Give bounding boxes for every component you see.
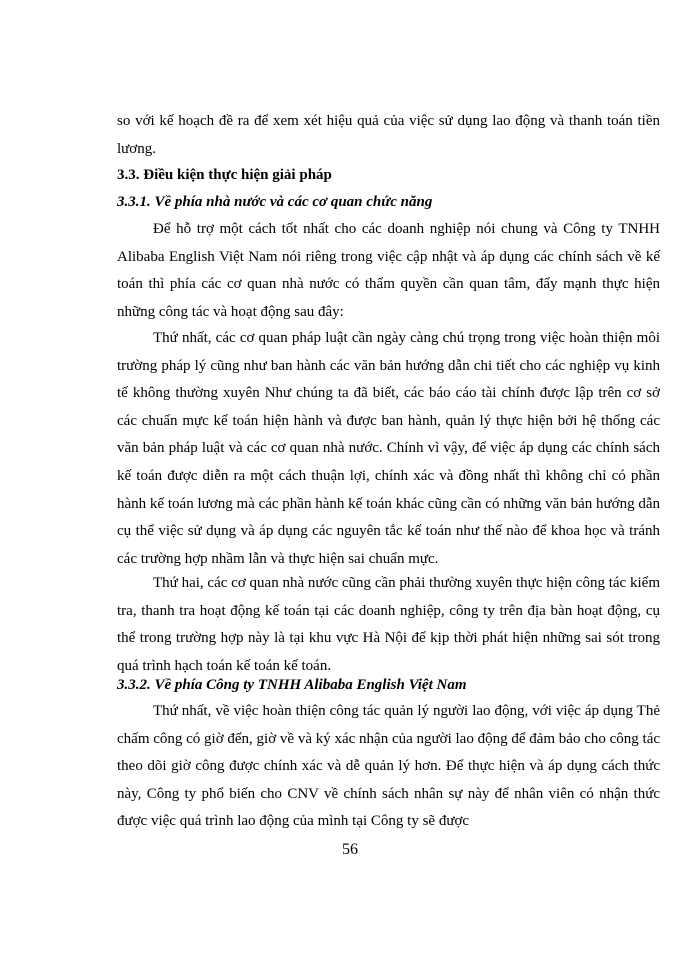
subsection-heading-3-3-2: 3.3.2. Về phía Công ty TNHH Alibaba English Việt Nam bbox=[117, 677, 467, 693]
paragraph-first-legal: Thứ nhất, các cơ quan pháp luật cần ngày càng chú trọng trong việc hoàn thiện môi trường pháp lý cũng như ban hành các văn bản hướng dẫn chi tiết cho các nghiệp vụ kinh tế không thường xuyên Như chúng ta đã biết, các báo cáo tài chính được lập trên cơ sở các chuẩn mực kế toán hiện hành và được ban hành, quản lý thực hiện bởi hệ thống các văn bản pháp luật và các cơ quan nhà nước. Chính vì vậy, để việc áp dụng các chính sách kế toán được diễn ra một cách thuận lợi, chính xác và đồng nhất thì không chỉ có phần hành kế toán lương mà các phần hành kế toán khác cũng cần có những văn bản hướng dẫn cụ thể việc sử dụng và áp dụng các nguyên tắc kế toán như thế nào để khoa học và tránh các trường hợp nhầm lẫn và thực hiện sai chuẩn mực. bbox=[117, 330, 660, 567]
paragraph-continuation: so với kế hoạch đề ra để xem xét hiệu quả của việc sử dụng lao động và thanh toán tiền lương. bbox=[117, 113, 660, 157]
paragraph-second-inspection: Thứ hai, các cơ quan nhà nước cũng cần phải thường xuyên thực hiện công tác kiểm tra, thanh tra hoạt động kế toán tại các doanh nghiệp, công ty trên địa bàn hoạt động, cụ thể trong trường hợp này là tại khu vực Hà Nội để kịp thời phát hiện những sai sót trong quá trình hạch toán kế toán kế toán. bbox=[117, 575, 660, 674]
section-heading-3-3: 3.3. Điều kiện thực hiện giải pháp bbox=[117, 167, 332, 183]
paragraph-company-first: Thứ nhất, về việc hoàn thiện công tác quản lý người lao động, với việc áp dụng Thẻ chấm công có giờ đến, giờ về và ký xác nhận của người lao động để đảm bảo cho công tác theo dõi giờ công được chính xác và dễ quản lý hơn. Để thực hiện và áp dụng cách thức này, Công ty phổ biến cho CNV về chính sách nhân sự này để nhân viên có nhận thức được việc quá trình lao động của mình tại Công ty sẽ được bbox=[117, 703, 661, 830]
paragraph-state-support: Để hỗ trợ một cách tốt nhất cho các doanh nghiệp nói chung và Công ty TNHH Alibaba English Việt Nam nói riêng trong việc cập nhật và áp dụng các chính sách về kế toán thì phía các cơ quan nhà nước có thẩm quyền cần quan tâm, đẩy mạnh thực hiện những công tác và hoạt động sau đây: bbox=[117, 221, 660, 320]
page-number: 56 bbox=[342, 841, 358, 858]
subsection-heading-3-3-1: 3.3.1. Về phía nhà nước và các cơ quan chức năng bbox=[117, 194, 433, 210]
